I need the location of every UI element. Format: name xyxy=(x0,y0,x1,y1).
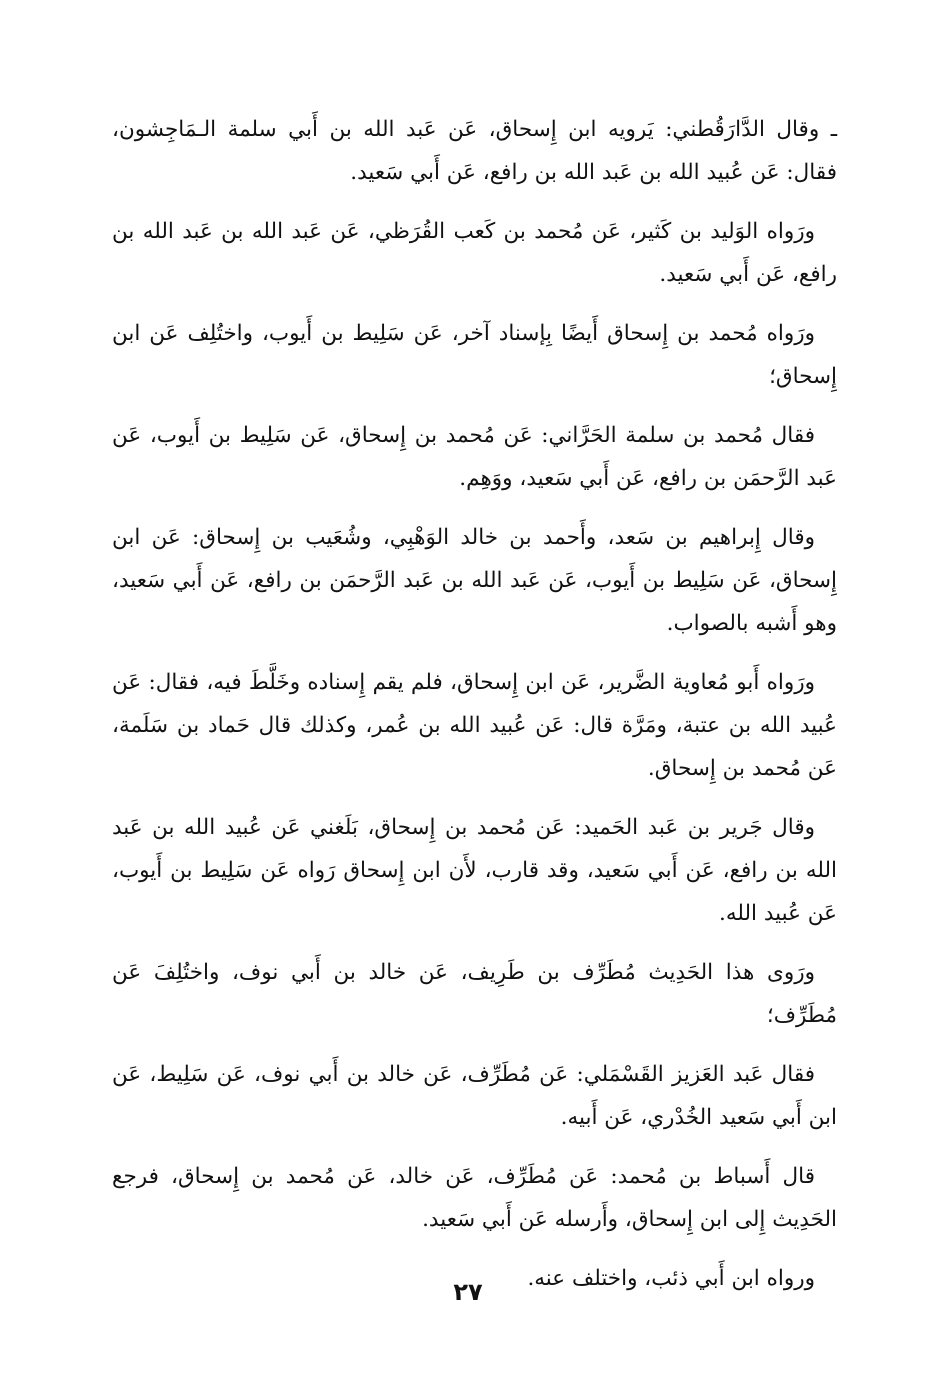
paragraph: ورواه ابن أَبي ذئب، واختلف عنه. xyxy=(527,1266,815,1291)
paragraph: ورَواه مُحمد بن إِسحاق أَيضًا بِإسناد آخر، عَن سَلِيط بن أَيوب، واختُلِف عَن ابن إِسحاق؛ xyxy=(112,321,837,389)
text-body xyxy=(112,108,837,1316)
paragraph: ورَوى هذا الحَدِيث مُطَرِّف بن طَرِيف، عَن خالد بن أَبي نوف، واختُلِفَ عَن مُطَرِّف؛ xyxy=(112,960,837,1028)
paragraph: وقال إِبراهيم بن سَعد، وأَحمد بن خالد الوَهْبِي، وشُعَيب بن إِسحاق: عَن ابن إِسحاق، عَن سَلِيط بن أَيوب، عَن عَبد الله بن عَبد الرَّحمَن بن رافع، عَن أَبي سَعيد، وهو أَشبه بالصواب. xyxy=(112,525,837,636)
paragraph: وقال جَرير بن عَبد الحَميد: عَن مُحمد بن إِسحاق، بَلَغني عَن عُبيد الله بن عَبد الله بن رافع، عَن أَبي سَعيد، وقد قارب، لأَن ابن إِسحاق رَواه عَن سَلِيط بن أَيوب، عَن عُبيد الله. xyxy=(112,815,837,926)
paragraph: فقال مُحمد بن سلمة الحَرَّاني: عَن مُحمد بن إِسحاق، عَن سَلِيط بن أَيوب، عَن عَبد الرَّحمَن بن رافع، عَن أَبي سَعيد، ووَهِم. xyxy=(112,423,837,491)
paragraph: فقال عَبد العَزيز القَسْمَلي: عَن مُطَرِّف، عَن خالد بن أَبي نوف، عَن سَلِيط، عَن ابن أَبي سَعيد الخُدْري، عَن أَبيه. xyxy=(112,1062,837,1130)
paragraph: ـ وقال الدَّارَقُطني: يَرويه ابن إِسحاق، عَن عَبد الله بن أَبي سلمة الـمَاجِشون، فقال: عَن عُبيد الله بن عَبد الله بن رافع، عَن أَبي سَعيد. xyxy=(112,117,837,185)
paragraph: ورَواه الوَليد بن كَثير، عَن مُحمد بن كَعب القُرَظي، عَن عَبد الله بن عَبد الله بن رافع، عَن أَبي سَعيد. xyxy=(112,219,837,287)
paragraph: ورَواه أَبو مُعاوية الضَّرير، عَن ابن إِسحاق، فلم يقم إِسناده وخَلَّطَ فيه، فقال: عَن عُبيد الله بن عتبة، ومَرَّة قال: عَن عُبيد الله بن عُمر، وكذلك قال حَماد بن سَلَمة، عَن مُحمد بن إِسحاق. xyxy=(112,670,837,781)
paragraph: قال أَسباط بن مُحمد: عَن مُطَرِّف، عَن خالد، عَن مُحمد بن إِسحاق، فرجع الحَدِيث إِلى ابن إِسحاق، وأَرسله عَن أَبي سَعيد. xyxy=(112,1164,837,1232)
page-number: ٢٧ xyxy=(453,1278,483,1306)
